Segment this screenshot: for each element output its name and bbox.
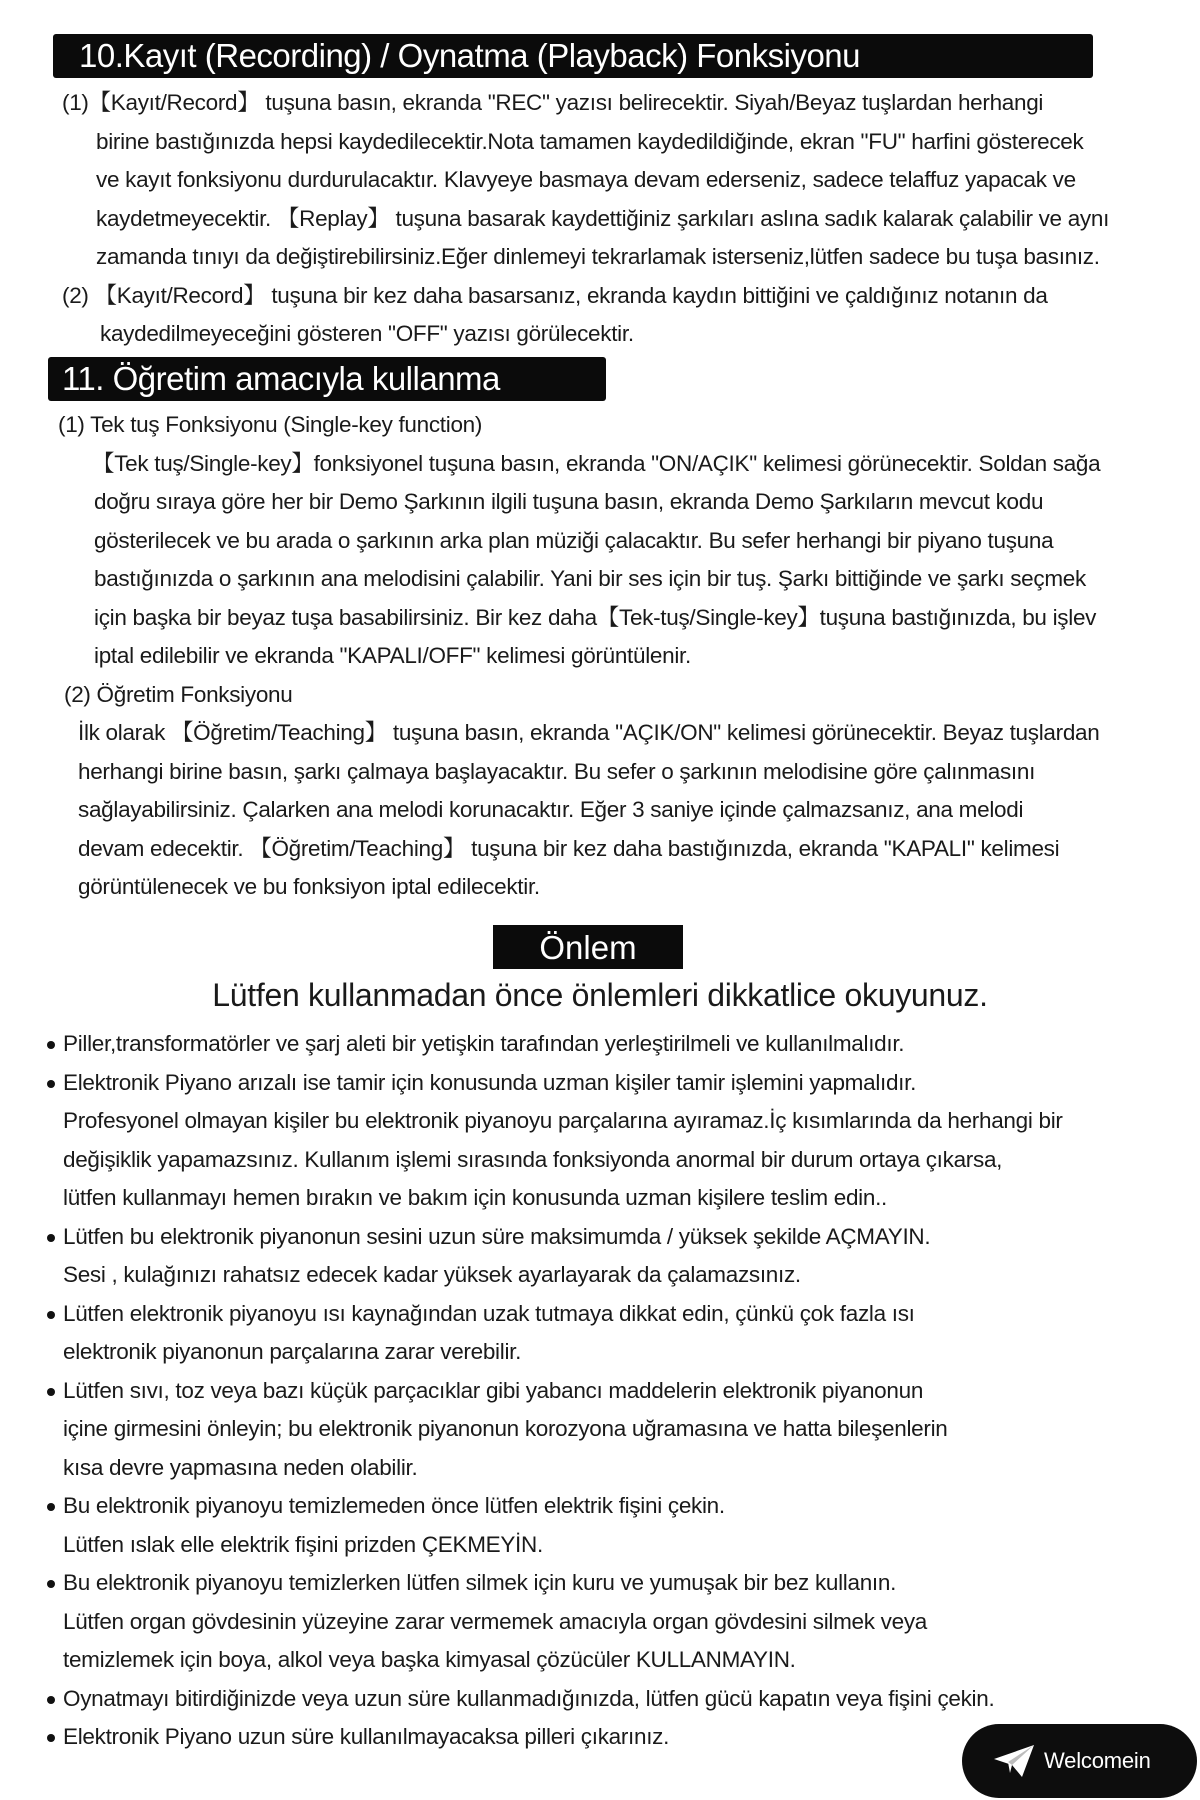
section-11-line: İlk olarak 【Öğretim/Teaching】 tuşuna basın, ekranda "AÇIK/ON" kelimesi görünecektir. Beyaz tuşlardan	[78, 720, 1100, 745]
section-11-line: doğru sıraya göre her bir Demo Şarkının ilgili tuşuna basın, ekranda Demo Şarkıların mevcut kodu	[94, 489, 1044, 514]
caution-line: Profesyonel olmayan kişiler bu elektronik piyanoyu parçalarına ayıramaz.İç kısımlarında da herhangi bir	[63, 1108, 1063, 1133]
welcome-label: Welcomein	[1044, 1748, 1151, 1773]
welcome-button[interactable]	[962, 1724, 1197, 1798]
caution-item	[40, 1487, 1140, 1564]
section-11-line: herhangi birine basın, şarkı çalmaya başlayacaktır. Bu sefer o şarkının melodisine göre çalınmasını	[78, 758, 1036, 784]
caution-line: Elektronik Piyano arızalı ise tamir için konusunda uzman kişiler tamir işlemini yapmalıdır.	[63, 1069, 917, 1095]
section-11-line: görüntülenecek ve bu fonksiyon iptal edilecektir.	[78, 874, 540, 899]
caution-heading: Önlem	[493, 925, 683, 969]
caution-line: değişiklik yapamazsınız. Kullanım işlemi sırasında fonksiyonda anormal bir durum ortaya çıkarsa,	[63, 1146, 1003, 1172]
caution-subtitle: Lütfen kullanmadan önce önlemleri dikkatlice okuyunuz.	[212, 977, 988, 1013]
caution-line: Bu elektronik piyanoyu temizlemeden önce lütfen elektrik fişini çekin.	[63, 1493, 725, 1518]
subsection-title: (1) Tek tuş Fonksiyonu (Single-key function)	[58, 412, 483, 437]
caution-line: Elektronik Piyano uzun süre kullanılmayacaksa pilleri çıkarınız.	[63, 1724, 670, 1749]
caution-item	[40, 1564, 1140, 1680]
caution-line: Lütfen organ gövdesinin yüzeyine zarar vermemek amacıyla organ gövdesini silmek veya	[63, 1608, 928, 1634]
section-11-line: iptal edilebilir ve ekranda "KAPALI/OFF" kelimesi görüntülenir.	[94, 643, 691, 668]
section-11-body	[58, 406, 1168, 907]
caution-line: Piller,transformatörler ve şarj aleti bir yetişkin tarafından yerleştirilmeli ve kullanılmalıdır.	[63, 1031, 905, 1056]
section-10-line: (1)【Kayıt/Record】 tuşuna basın, ekranda "REC" yazısı belirecektir. Siyah/Beyaz tuşlardan herhangi	[62, 90, 1044, 115]
section-11-line: gösterilecek ve bu arada o şarkının arka plan müziği çalacaktır. Bu sefer herhangi bir piyano tuşuna	[94, 527, 1054, 553]
subsection-title: (2) Öğretim Fonksiyonu	[64, 681, 293, 707]
section-11-line: için başka bir beyaz tuşa basabilirsiniz. Bir kez daha【Tek-tuş/Single-key】tuşuna bastığınızda, bu işlev	[94, 604, 1097, 630]
paper-plane-icon	[992, 1743, 1036, 1779]
section-10-line: ve kayıt fonksiyonu durdurulacaktır. Klavyeye basmaya devam ederseniz, sadece telaffuz yapacak ve	[96, 167, 1076, 192]
section-11-title: 11. Öğretim amacıyla kullanma	[48, 357, 606, 401]
caution-line: elektronik piyanonun parçalarına zarar verebilir.	[63, 1339, 522, 1364]
caution-line: Lütfen bu elektronik piyanonun sesini uzun süre maksimumda / yüksek şekilde AÇMAYIN.	[63, 1223, 931, 1249]
caution-line: Lütfen elektronik piyanoyu ısı kaynağından uzak tutmaya dikkat edin, çünkü çok fazla ısı	[63, 1300, 915, 1326]
caution-line: Sesi , kulağınızı rahatsız edecek kadar yüksek ayarlayarak da çalamazsınız.	[63, 1262, 801, 1287]
section-11-line: sağlayabilirsiniz. Çalarken ana melodi korunacaktır. Eğer 3 saniye içinde çalmazsanız, ana melodi	[78, 797, 1024, 822]
caution-item	[40, 1372, 1140, 1488]
caution-item	[40, 1295, 1140, 1372]
section-11-line: 【Tek tuş/Single-key】fonksiyonel tuşuna basın, ekranda "ON/AÇIK" kelimesi görünecektir. Soldan sağa	[92, 450, 1101, 476]
section-10-line: zamanda tınıyı da değiştirebilirsiniz.Eğer dinlemeyi tekrarlamak isterseniz,lütfen sadece bu tuşa basınız.	[96, 244, 1100, 269]
caution-line: kısa devre yapmasına neden olabilir.	[63, 1454, 418, 1480]
caution-line: içine girmesini önleyin; bu elektronik piyanonun korozyona uğramasına ve hatta bileşenlerin	[63, 1416, 948, 1441]
caution-line: lütfen kullanmayı hemen bırakın ve bakım için konusunda uzman kişilere teslim edin..	[63, 1185, 887, 1210]
section-10-line: kaydetmeyecektir. 【Replay】 tuşuna basarak kaydettiğiniz şarkıları aslına sadık kalarak çalabilir ve aynı	[96, 205, 1110, 231]
caution-item	[40, 1025, 1140, 1064]
caution-line: Lütfen sıvı, toz veya bazı küçük parçacıklar gibi yabancı maddelerin elektronik piyanonun	[63, 1377, 924, 1403]
section-10-title: 10.Kayıt (Recording) / Oynatma (Playback) Fonksiyonu	[53, 34, 1093, 78]
caution-item	[40, 1218, 1140, 1295]
section-10-body	[62, 84, 1172, 354]
caution-list	[40, 1025, 1140, 1757]
section-10-line: birine bastığınızda hepsi kaydedilecektir.Nota tamamen kaydedildiğinde, ekran "FU" harfini gösterecek	[96, 128, 1084, 154]
section-10-line: (2) 【Kayıt/Record】 tuşuna bir kez daha basarsanız, ekranda kaydın bittiğini ve çaldığınız notanın da	[62, 282, 1048, 308]
section-10-line: kaydedilmeyeceğini gösteren "OFF" yazısı görülecektir.	[100, 321, 634, 346]
caution-line: Lütfen ıslak elle elektrik fişini prizden ÇEKMEYİN.	[63, 1531, 543, 1557]
caution-line: temizlemek için boya, alkol veya başka kimyasal çözücüler KULLANMAYIN.	[63, 1647, 796, 1672]
caution-line: Oynatmayı bitirdiğinizde veya uzun süre kullanmadığınızda, lütfen gücü kapatın veya fişini çekin.	[63, 1685, 995, 1711]
section-11-line: devam edecektir. 【Öğretim/Teaching】 tuşuna bir kez daha bastığınızda, ekranda "KAPALI" kelimesi	[78, 835, 1060, 861]
section-11-line: bastığınızda o şarkının ana melodisini çalabilir. Yani bir ses için bir tuş. Şarkı bittiğinde ve şarkı seçmek	[94, 566, 1086, 591]
caution-line: Bu elektronik piyanoyu temizlerken lütfen silmek için kuru ve yumuşak bir bez kullanın.	[63, 1570, 897, 1595]
caution-item	[40, 1064, 1140, 1218]
caution-item	[40, 1680, 1140, 1719]
